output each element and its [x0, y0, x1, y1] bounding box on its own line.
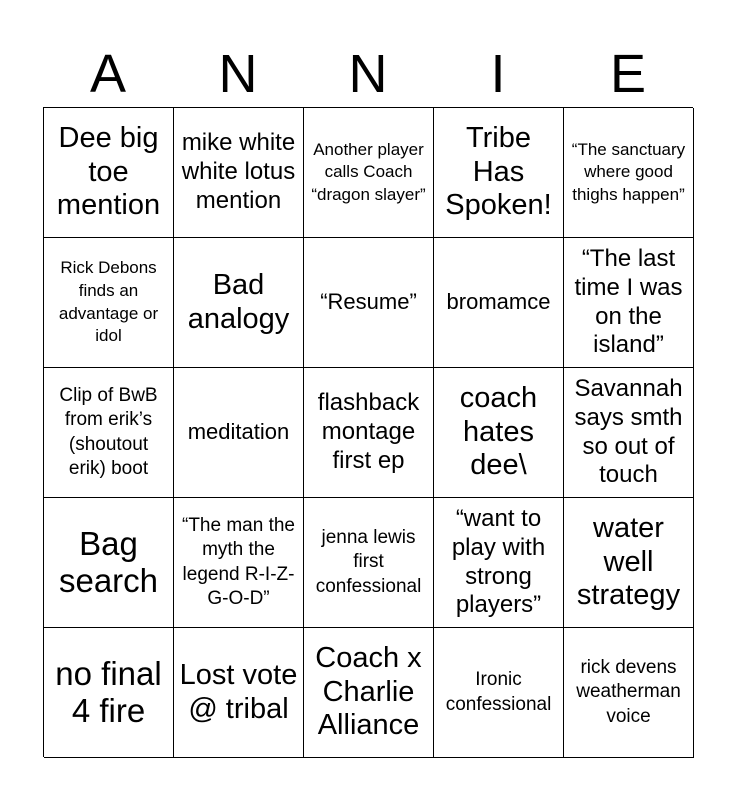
bingo-cell[interactable]: mike white white lotus mention [174, 108, 304, 238]
bingo-cell[interactable]: Lost vote @ tribal [174, 628, 304, 758]
bingo-cell[interactable]: “Resume” [304, 238, 434, 368]
bingo-cell[interactable]: Bad analogy [174, 238, 304, 368]
bingo-cell[interactable]: Ironic confessional [434, 628, 564, 758]
header-letter-a: A [89, 44, 127, 104]
bingo-cell[interactable]: Another player calls Coach “dragon slayer” [304, 108, 434, 238]
bingo-cell[interactable]: meditation [174, 368, 304, 498]
bingo-cell[interactable]: jenna lewis first confessional [304, 498, 434, 628]
bingo-cell[interactable]: Dee big toe mention [44, 108, 174, 238]
header-letter-i: I [490, 44, 506, 104]
bingo-cell[interactable]: “The man the myth the legend R-I-Z-G-O-D” [174, 498, 304, 628]
bingo-cell[interactable]: water well strategy [564, 498, 694, 628]
bingo-cell[interactable]: Clip of BwB from erik’s (shoutout erik) boot [44, 368, 174, 498]
bingo-header [43, 40, 693, 108]
bingo-cell[interactable]: flashback montage first ep [304, 368, 434, 498]
bingo-cell[interactable]: no final 4 fire [44, 628, 174, 758]
bingo-cell[interactable]: Tribe Has Spoken! [434, 108, 564, 238]
bingo-cell[interactable]: Savannah says smth so out of touch [564, 368, 694, 498]
bingo-cell[interactable]: Rick Debons finds an advantage or idol [44, 238, 174, 368]
bingo-cell[interactable]: bromamce [434, 238, 564, 368]
bingo-cell[interactable]: coach hates dee\ [434, 368, 564, 498]
bingo-board [43, 107, 693, 757]
bingo-cell[interactable]: Coach x Charlie Alliance [304, 628, 434, 758]
header-letter-n-first: N [218, 44, 258, 104]
bingo-cell[interactable]: “The last time I was on the island” [564, 238, 694, 368]
bingo-cell[interactable]: Bag search [44, 498, 174, 628]
bingo-cell[interactable]: “The sanctuary where good thighs happen” [564, 108, 694, 238]
header-letter-n-second: N [348, 44, 388, 104]
bingo-cell[interactable]: rick devens weatherman voice [564, 628, 694, 758]
header-letter-e: E [609, 44, 647, 104]
bingo-cell[interactable]: “want to play with strong players” [434, 498, 564, 628]
